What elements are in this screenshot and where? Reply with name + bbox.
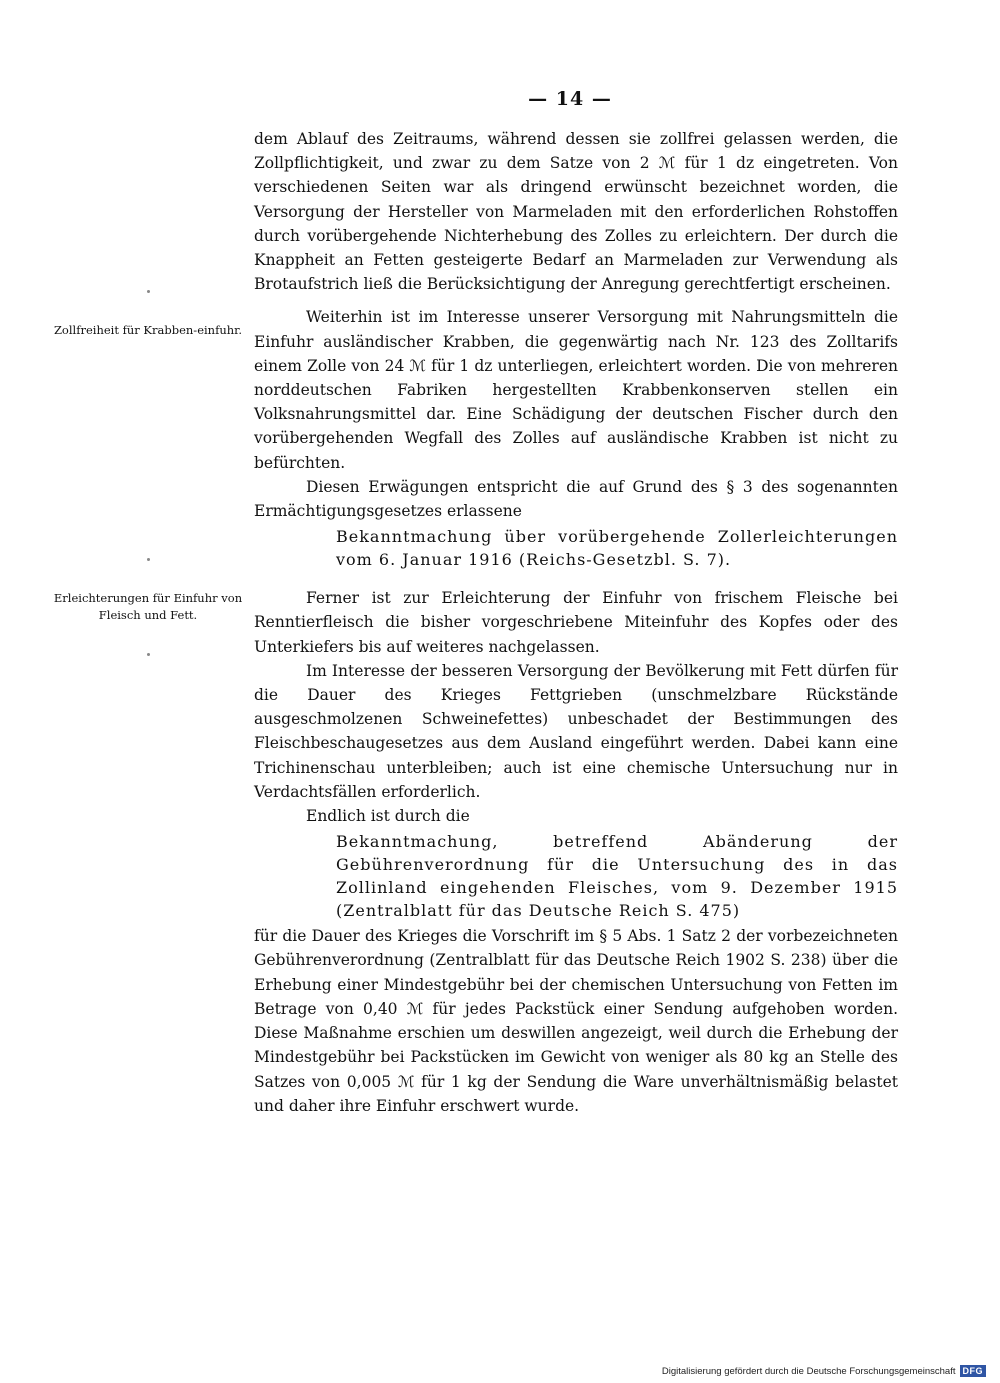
main-text-column [254, 127, 898, 1118]
footer-text: Digitalisierung gefördert durch die Deutsche Forschungsgemeinschaft [661, 1365, 956, 1377]
paragraph-minimum-fee: für die Dauer des Krieges die Vorschrift im § 5 Abs. 1 Satz 2 der vorbezeichneten Gebührenverordnung (Zentralblatt für das Deutsche Reich 1902 S. 238) über die Erhebung einer Mindestgebühr bei der chemischen Untersuchung von Fetten im Betrage von 0,40 ℳ für jedes Packstück einer Sendung aufgehoben worden. Diese Maßnahme erschien um deswillen angezeigt, weil durch die Erhebung der Mindestgebühr bei Packstücken im Gewicht von weniger als 80 kg an Stelle des Satzes von 0,005 ℳ für 1 kg der Sendung die Ware unverhältnismäßig belastet und daher ihre Einfuhr erschwert wurde. [254, 927, 898, 1115]
paragraph-fat-supply: Im Interesse der besseren Versorgung der Bevölkerung mit Fett dürfen für die Dauer des Krieges Fettgrieben (unschmelzbare Rückstände ausgeschmolzenen Schweinefettes) unbeschadet der Bestimmungen des Fleischbeschaugesetzes aus dem Ausland eingeführt werden. Dabei kann eine Trichinenschau unterbleiben; auch ist eine chemische Untersuchung nur in Verdachtsfällen erforderlich. [254, 661, 898, 801]
paragraph-reindeer-meat: Ferner ist zur Erleichterung der Einfuhr von frischem Fleische bei Renntierfleisch die bisher vorgeschriebene Miteinfuhr des Kopfes oder des Unterkiefers bis auf weiteres nachgelassen. [254, 589, 898, 656]
paragraph-marmalade: dem Ablauf des Zeitraums, während dessen sie zollfrei gelassen werden, die Zollpflichtigkeit, und zwar zu dem Satze von 2 ℳ für 1 dz eingetreten. Von verschiedenen Seiten war als dringend erwünscht bezeichnet worden, die Versorgung der Hersteller von Marmeladen mit den erforderlichen Rohstoffen durch vorübergehende Nichterhebung des Zolles zu erleichtern. Der durch die Knappheit an Fetten gesteigerte Bedarf an Marmeladen zur Verwendung als Brotaufstrich ließ die Berücksichtigung der Anregung gerechtfertigt erscheinen. [254, 130, 898, 294]
paragraph-authorization: Diesen Erwägungen entspricht die auf Grund des § 3 des sogenannten Ermächtigungsgesetzes erlassene [254, 477, 898, 521]
decree-citation-1916: Bekanntmachung über vorübergehende Zollerleichterungen vom 6. Januar 1916 (Reichs-Gesetzbl. S. 7). [336, 527, 898, 570]
margin-note-crab-import: Zollfreiheit für Krabben-einfuhr. [53, 323, 243, 337]
decree-citation-1915: Bekanntmachung, betreffend Abänderung der Gebührenverordnung für die Untersuchung des in das Zollinland eingehenden Fleisches, vom 9. Dezember 1915 (Zentralblatt für das Deutsche Reich S. 475) [336, 832, 898, 921]
margin-dot [147, 653, 150, 656]
paragraph-crab-import: Weiterhin ist im Interesse unserer Versorgung mit Nahrungsmitteln die Einfuhr ausländischer Krabben, die gegenwärtig nach Nr. 123 des Zolltarifs einem Zolle von 24 ℳ für 1 dz unterliegen, erleichtert worden. Die von mehreren norddeutschen Fabriken hergestellten Krabbenkonserven stellen ein Volksnahrungsmittel dar. Eine Schädigung der deutschen Fischer durch den vorübergehenden Wegfall des Zolles auf ausländische Krabben ist nicht zu befürchten. [254, 308, 898, 472]
footer-credit [662, 1365, 986, 1377]
margin-dot [147, 290, 150, 293]
paragraph-finally: Endlich ist durch die [306, 807, 470, 826]
dfg-logo: DFG [960, 1365, 987, 1377]
margin-note-meat-fat-import: Erleichterungen für Einfuhr von Fleisch und Fett. [53, 591, 243, 622]
page-number: — 14 — [528, 88, 612, 110]
margin-dot [147, 558, 150, 561]
